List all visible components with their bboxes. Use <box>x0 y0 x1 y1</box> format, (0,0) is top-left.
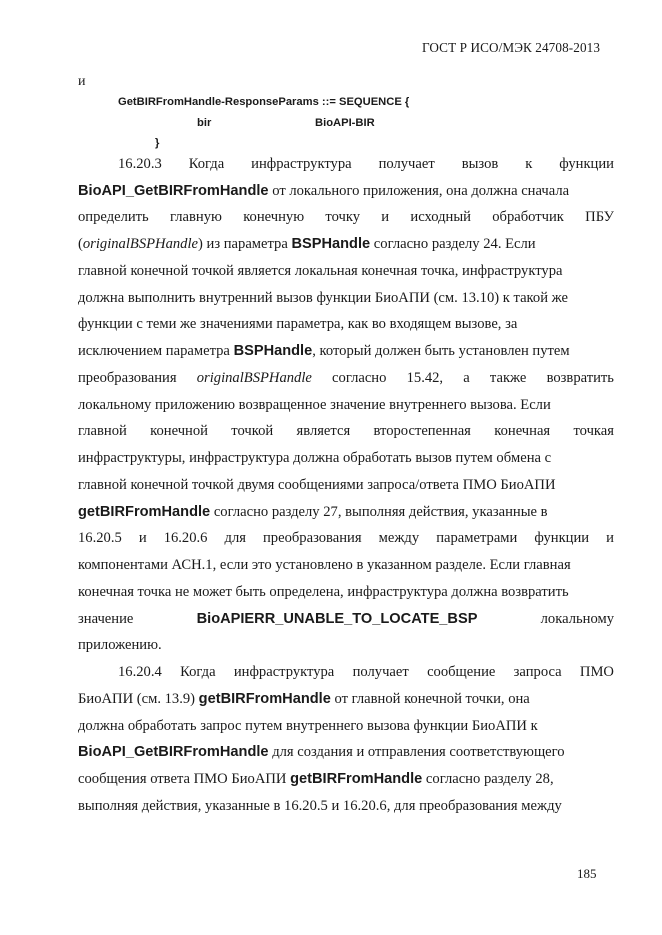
text-line: приложению. <box>78 637 162 653</box>
text-line: 16.20.5 и 16.20.6 для преобразования между параметрами функции и <box>78 530 614 546</box>
text-line: должна выполнить внутренний вызов функции БиоАПИ (см. 13.10) к такой же <box>78 290 569 306</box>
asn1-field-name: bir <box>197 117 212 129</box>
text-line: конечная точка не может быть определена, инфраструктура должна возвратить <box>78 584 569 600</box>
text-line: BioAPI_GetBIRFromHandle от локального приложения, она должна сначала <box>78 183 570 199</box>
text-line: (originalBSPHandle) из параметра BSPHandle согласно разделу 24. Если <box>78 236 536 252</box>
text-line: компонентами АСН.1, если это установлено в указанном разделе. Если главная <box>78 557 571 573</box>
text-line: значение BioAPIERR_UNABLE_TO_LOCATE_BSP локальному <box>78 611 614 627</box>
message-name: getBIRFromHandle <box>78 504 211 520</box>
text-line: должна обработать запрос путем внутреннего вызова функции БиоАПИ к <box>78 718 538 734</box>
message-name: getBIRFromHandle <box>290 771 423 787</box>
function-name: BioAPI_GetBIRFromHandle <box>78 744 269 760</box>
function-name: BioAPI_GetBIRFromHandle <box>78 183 269 199</box>
text-line: выполняя действия, указанные в 16.20.5 и 16.20.6, для преобразования между <box>78 798 562 814</box>
parameter-name: BSPHandle <box>291 236 371 252</box>
text-line: определить главную конечную точку и исходный обработчик ПБУ <box>78 209 614 225</box>
text-line: getBIRFromHandle согласно разделу 27, выполняя действия, указанные в <box>78 504 548 520</box>
text-line: функции с теми же значениями параметра, как во входящем вызове, за <box>78 316 518 332</box>
text-line: 16.20.4 Когда инфраструктура получает сообщение запроса ПМО <box>118 664 614 680</box>
text-line: 16.20.3 Когда инфраструктура получает вызов к функции <box>118 156 614 172</box>
text-line: главной конечной точкой является второстепенная конечная точкая <box>78 423 614 439</box>
text-line: исключением параметра BSPHandle, который должен быть установлен путем <box>78 343 570 359</box>
text-line: главной конечной точкой является локальная конечная точка, инфраструктура <box>78 263 563 279</box>
italic-term: originalBSPHandle <box>82 236 198 252</box>
text-line: главной конечной точкой двумя сообщениями запроса/ответа ПМО БиоАПИ <box>78 477 556 493</box>
text-line: сообщения ответа ПМО БиоАПИ getBIRFromHandle согласно разделу 28, <box>78 771 554 787</box>
italic-term: originalBSPHandle <box>196 370 312 386</box>
page-number: 185 <box>577 866 597 881</box>
running-header: ГОСТ Р ИСО/МЭК 24708-2013 <box>422 40 601 55</box>
text-line: БиоАПИ (см. 13.9) getBIRFromHandle от главной конечной точки, она <box>78 691 530 707</box>
text-line: BioAPI_GetBIRFromHandle для создания и отправления соответствующего <box>78 744 565 760</box>
text-line: локальному приложению возвращенное значение внутреннего вызова. Если <box>78 397 551 413</box>
text-line: инфраструктуры, инфраструктура должна обработать вызов путем обмена с <box>78 450 552 466</box>
parameter-name: BSPHandle <box>233 343 313 359</box>
asn1-definition: GetBIRFromHandle-ResponseParams ::= SEQUENCE { <box>118 96 410 108</box>
message-name: getBIRFromHandle <box>198 691 331 707</box>
conjunction: и <box>78 74 86 89</box>
text-line: преобразования originalBSPHandle согласно 15.42, а также возвратить <box>78 370 614 386</box>
asn1-close-brace: } <box>155 137 160 149</box>
asn1-field-type: BioAPI-BIR <box>315 117 375 129</box>
error-code: BioAPIERR_UNABLE_TO_LOCATE_BSP <box>196 611 478 627</box>
